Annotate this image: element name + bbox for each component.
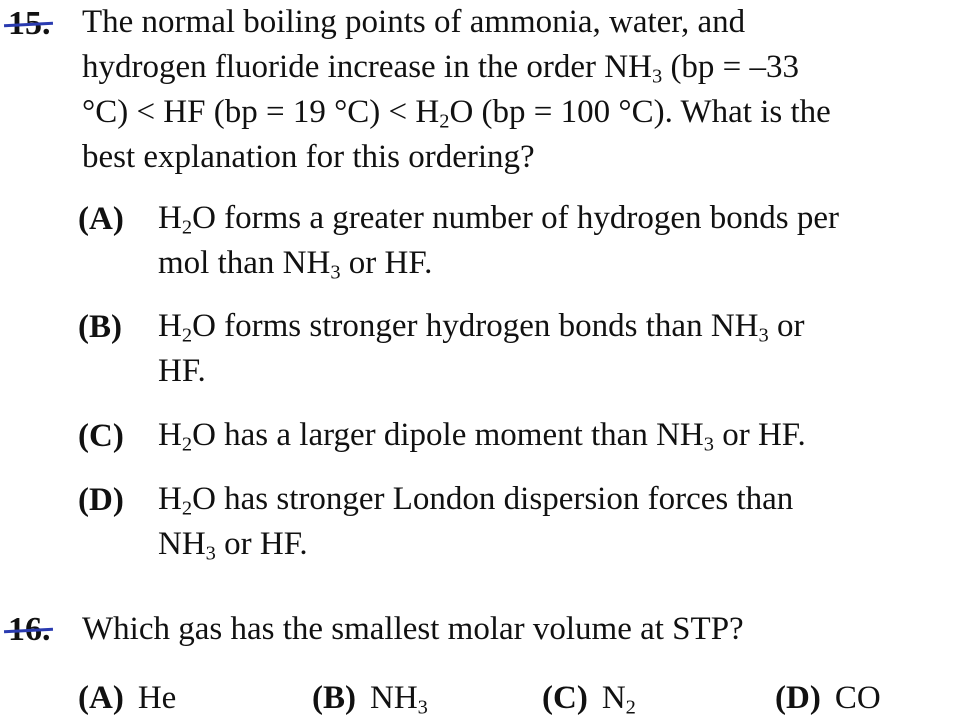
subscript: 3 <box>651 65 663 88</box>
option-a-text <box>158 196 839 286</box>
q16-option-c-label: (C) <box>542 680 588 716</box>
q16-option-b-label: (B) <box>312 680 356 716</box>
question-16-number-text: 16. <box>8 611 51 648</box>
question-15-number <box>8 2 51 46</box>
option-line: mol than $NH_3$ or HF. <box>158 245 433 284</box>
q16-option-a[interactable] <box>78 676 176 720</box>
subscript: 3 <box>205 542 216 565</box>
option-b-label[interactable]: (B) <box>78 309 122 345</box>
q16-option-a-text: He <box>137 680 177 716</box>
subscript: 2 <box>181 497 193 520</box>
option-a-label[interactable]: (A) <box>78 201 124 237</box>
option-c-text <box>158 413 806 458</box>
question-15-stem <box>82 0 831 180</box>
stem-line: best explanation for this ordering? <box>82 139 535 175</box>
option-line: HF. <box>158 353 206 389</box>
option-line: $H_2O$ forms stronger hydrogen bonds than $NH_3$ or <box>158 308 805 347</box>
q16-option-d-label: (D) <box>775 680 821 716</box>
subscript: 3 <box>330 261 341 284</box>
option-d-text <box>158 477 793 567</box>
option-c-label[interactable]: (C) <box>78 418 124 454</box>
subscript: 3 <box>758 324 769 347</box>
q16-option-a-label: (A) <box>78 680 124 716</box>
option-line: $H_2O$ forms a greater number of hydrogen bonds per <box>158 200 840 239</box>
subscript: 2 <box>181 433 193 456</box>
subscript: 2 <box>625 696 636 719</box>
subscript: 2 <box>181 324 193 347</box>
stem-line: hydrogen fluoride increase in the order $NH_3$ (bp = –33 <box>82 49 800 88</box>
subscript: 3 <box>417 696 428 719</box>
option-line: $H_2O$ has a larger dipole moment than $NH_3$ or HF. <box>158 417 806 456</box>
option-line: $H_2O$ has stronger London dispersion forces than <box>158 481 794 520</box>
question-15-number-text: 15. <box>8 5 51 42</box>
q16-option-d-text: CO <box>834 680 881 716</box>
stem-line: °C) < HF (bp = 19 $^\circ C) < H_2O$ (bp = 100 °C). What is the <box>82 94 831 133</box>
subscript: 2 <box>439 110 450 133</box>
subscript: 3 <box>703 433 714 456</box>
option-d-label[interactable]: (D) <box>78 482 124 518</box>
stem-line: The normal boiling points of ammonia, water, and <box>82 4 746 40</box>
question-16-number <box>8 608 51 652</box>
option-b-text <box>158 304 804 394</box>
q16-option-b[interactable] <box>312 676 428 720</box>
option-line: $NH_3$ or HF. <box>158 526 308 565</box>
subscript: 2 <box>181 216 193 239</box>
q16-option-d[interactable] <box>775 676 881 720</box>
q16-option-b-text: $NH_3$ <box>370 680 428 719</box>
q16-option-c[interactable] <box>542 676 636 720</box>
q16-option-c-text: $N_2$ <box>601 680 636 719</box>
question-16-stem: Which gas has the smallest molar volume at STP? <box>82 611 744 647</box>
